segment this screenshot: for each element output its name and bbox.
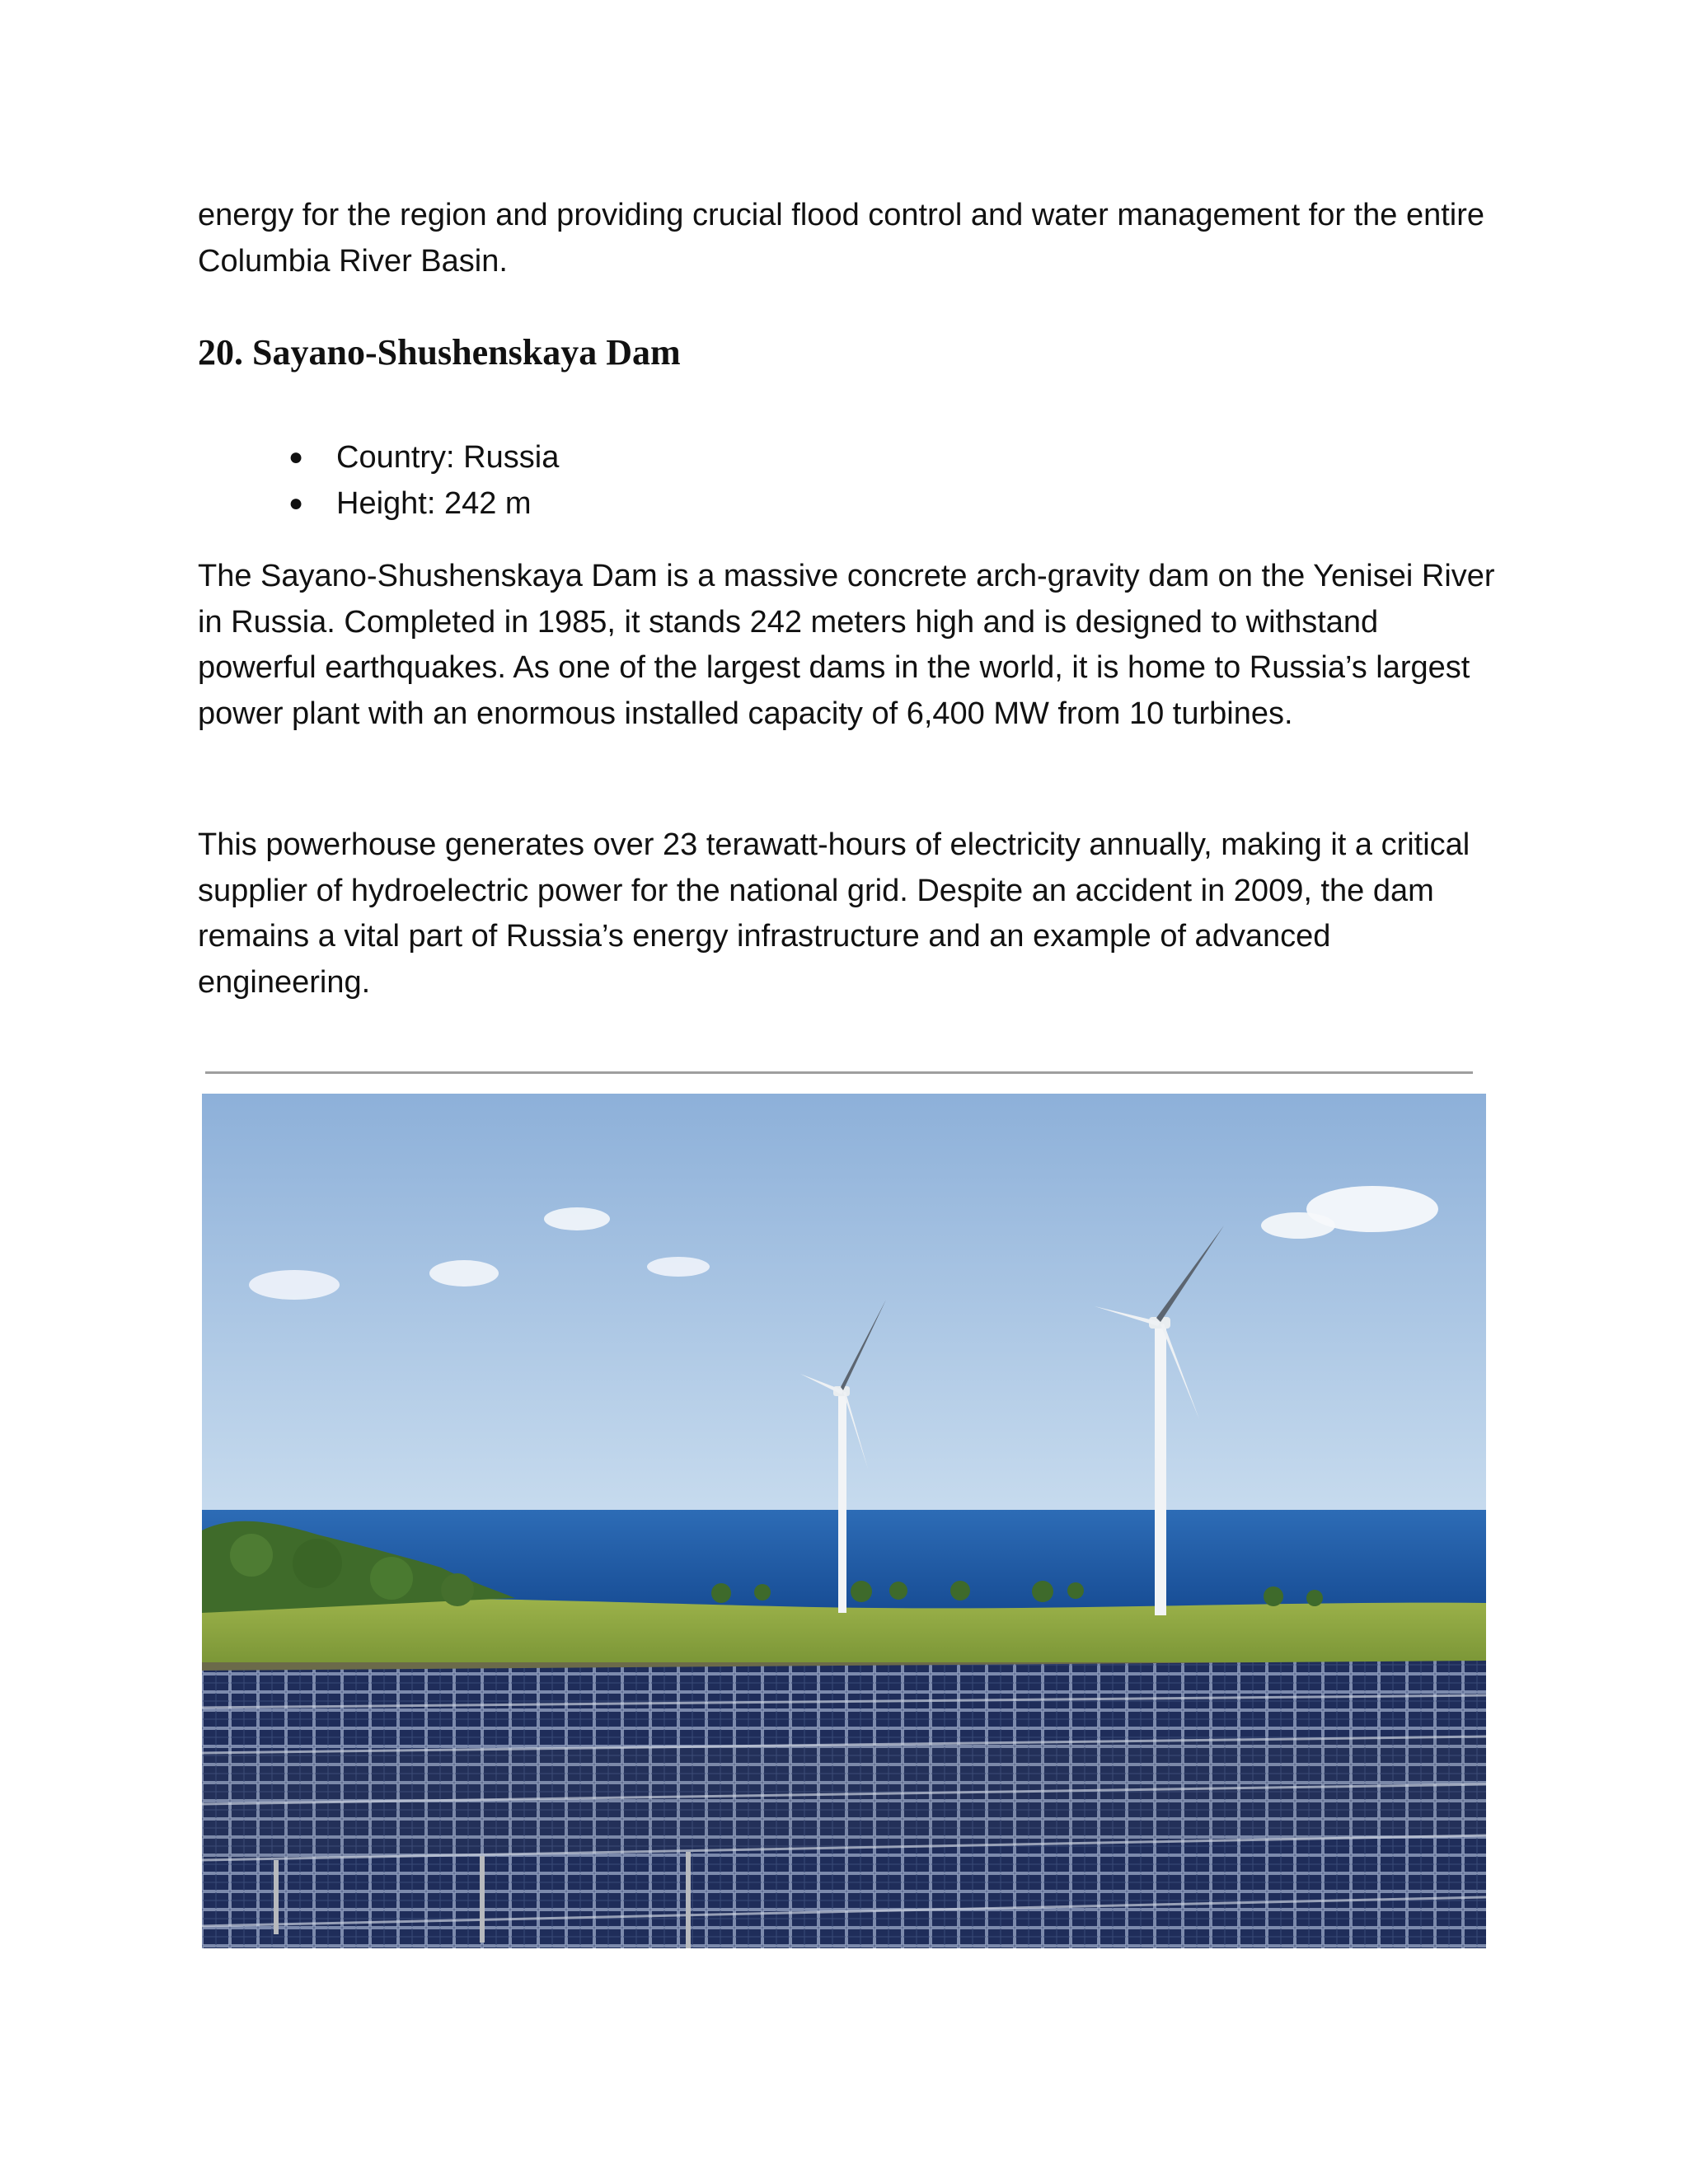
facts-list — [198, 434, 559, 527]
cloud — [1261, 1212, 1335, 1239]
intro-paragraph: energy for the region and providing crucial flood control and water management for the entire Columbia River Basin. — [198, 198, 1485, 279]
bullet-icon: ● — [288, 443, 304, 471]
wind-solar-photo — [202, 1094, 1486, 1948]
body-paragraph: This powerhouse generates over 23 terawatt-hours of electricity annually, making it a critical supplier of hydroelectric power for the national grid. Despite an accident in 2009, the dam remains a vital part of Russia’s energy infrastructure and an example of advanced engineering. — [198, 827, 1470, 1000]
cloud — [544, 1207, 610, 1230]
body-paragraph: The Sayano-Shushenskaya Dam is a massive concrete arch-gravity dam on the Yenisei River in Russia. Completed in 1985, it stands 242 meters high and is designed to withstand powerful earthquakes. As one of the largest dams in the world, it is home to Russia’s largest power plant with an enormous installed capacity of 6,400 MW from 10 turbines. — [198, 559, 1495, 731]
bullet-icon: ● — [288, 490, 304, 517]
horizontal-rule — [205, 1071, 1473, 1074]
fact-text: Country: Russia — [336, 440, 560, 475]
cloud — [647, 1257, 710, 1277]
cloud — [249, 1270, 340, 1300]
fact-country — [198, 434, 559, 480]
fact-text: Height: 242 m — [336, 486, 532, 521]
fact-height — [198, 480, 559, 527]
cloud — [429, 1260, 499, 1286]
section-heading: 20. Sayano-Shushenskaya Dam — [198, 332, 681, 373]
